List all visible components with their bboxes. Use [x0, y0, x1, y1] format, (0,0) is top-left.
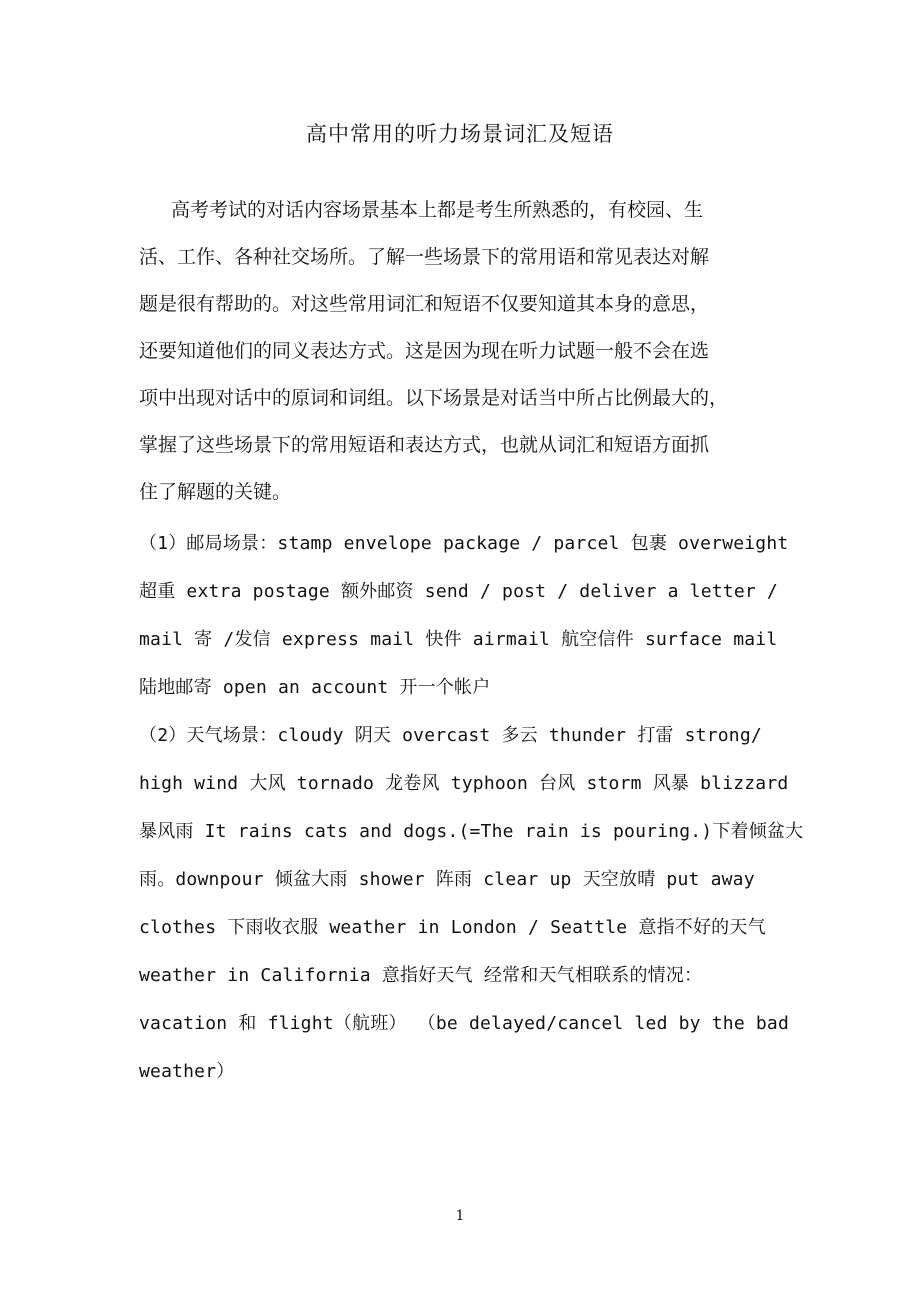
weather-line: clothes 下雨收衣服 weather in London / Seattle 意指不好的天气 — [139, 917, 766, 938]
intro-line: 项中出现对话中的原词和词组。以下场景是对话当中所占比例最大的， — [139, 387, 729, 409]
post-office-line: （1）邮局场景：stamp envelope package / parcel 包裹 overweight — [139, 533, 789, 554]
weather-line: high wind 大风 tornado 龙卷风 typhoon 台风 storm 风暴 blizzard — [139, 773, 789, 794]
intro-line: 活、工作、各种社交场所。了解一些场景下的常用语和常见表达对解 — [139, 246, 710, 268]
intro-line: 题是很有帮助的。对这些常用词汇和短语不仅要知道其本身的意思， — [139, 293, 710, 315]
weather-line: vacation 和 flight（航班） （be delayed/cancel led by the bad — [139, 1013, 790, 1034]
weather-line: weather in California 意指好天气 经常和天气相联系的情况： — [139, 965, 703, 986]
post-office-line: 超重 extra postage 额外邮资 send / post / deliver a letter / — [139, 581, 778, 602]
intro-line: 还要知道他们的同义表达方式。这是因为现在听力试题一般不会在选 — [139, 340, 710, 362]
intro-line: 住了解题的关键。 — [139, 481, 292, 503]
intro-line: 高考考试的对话内容场景基本上都是考生所熟悉的，有校园、生 — [171, 199, 704, 221]
weather-line: 暴风雨 It rains cats and dogs.(=The rain is pouring.)下着倾盆大 — [139, 821, 804, 842]
document-title: 高中常用的听力场景词汇及短语 — [306, 122, 614, 146]
post-office-line: mail 寄 /发信 express mail 快件 airmail 航空信件 surface mail — [139, 629, 778, 650]
weather-line: （2）天气场景：cloudy 阴天 overcast 多云 thunder 打雷 strong/ — [139, 725, 762, 746]
weather-line: 雨。downpour 倾盆大雨 shower 阵雨 clear up 天空放晴 put away — [139, 869, 755, 890]
post-office-line: 陆地邮寄 open an account 开一个帐户 — [139, 677, 491, 698]
page-number: 1 — [455, 1208, 465, 1224]
intro-line: 掌握了这些场景下的常用短语和表达方式，也就从词汇和短语方面抓 — [139, 434, 710, 456]
weather-line: weather） — [139, 1061, 235, 1082]
